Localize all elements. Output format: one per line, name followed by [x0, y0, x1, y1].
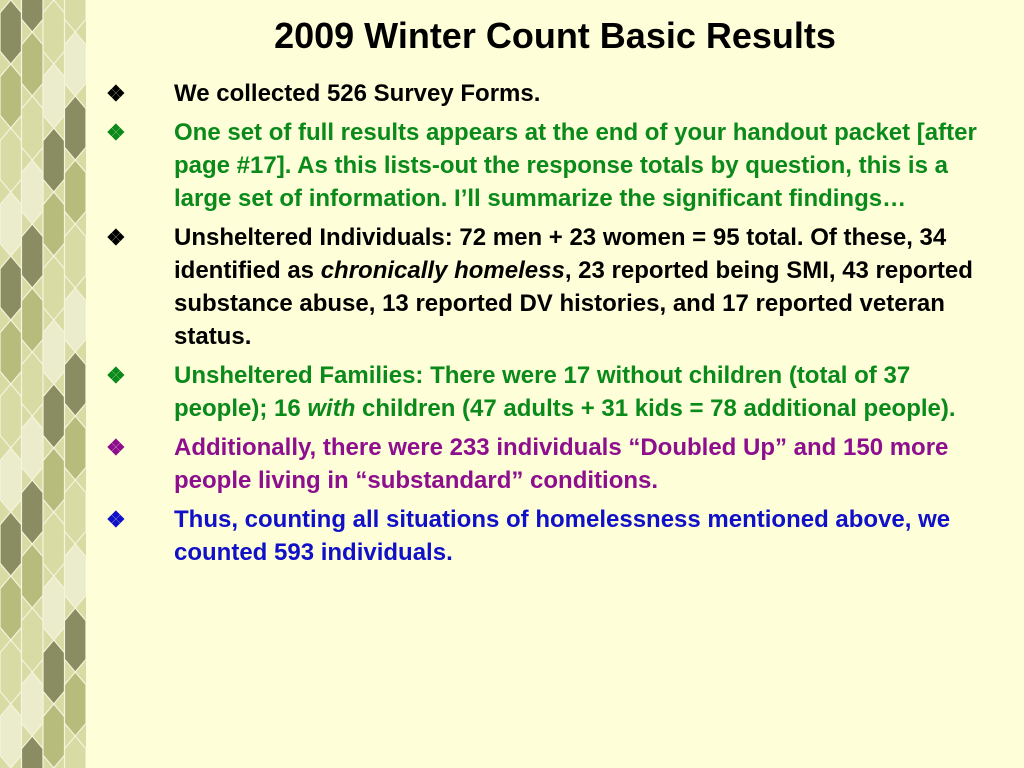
bullet-item-total-count [104, 503, 1004, 569]
bullet-text: We collected 526 Survey Forms. [174, 80, 541, 107]
bullet-text [174, 359, 1004, 425]
bullet-item-doubled-up [104, 431, 1004, 497]
bullet-text: One set of full results appears at the end of your handout packet [after page #17]. As this lists-out the response totals by question, this is a large set of information. I’ll summarize the significant findings… [174, 119, 984, 212]
diamond-bullet-icon: ❖ [106, 81, 126, 106]
bullet-text-emphasis: with [307, 395, 356, 422]
bullet-item-unsheltered-families [104, 359, 1004, 425]
bullet-list [104, 77, 1004, 575]
bullet-text: Additionally, there were 233 individuals “Doubled Up” and 150 more people living in “substandard” conditions. [174, 434, 956, 494]
diamond-bullet-icon: ❖ [106, 120, 126, 145]
slide-title: 2009 Winter Count Basic Results [274, 15, 836, 56]
diamond-bullet-icon: ❖ [106, 507, 126, 532]
bullet-item-unsheltered-individuals [104, 221, 1004, 353]
bullet-text-part: , 23 reported being SMI, 43 reported substance abuse, 13 reported DV histories, and 17 reported veteran status. [174, 257, 980, 350]
diamond-bullet-icon: ❖ [106, 435, 126, 460]
bullet-text-part: Unsheltered Individuals: 72 men + 23 women = 95 total. Of these, 34 identified as [174, 224, 953, 284]
bullet-item-full-results [104, 116, 1004, 215]
diamond-bullet-icon: ❖ [106, 225, 126, 250]
bullet-text-emphasis: chronically homeless [320, 257, 565, 284]
bullet-text-part: children (47 adults + 31 kids = 78 additional people). [355, 395, 956, 422]
bullet-text: Thus, counting all situations of homelessness mentioned above, we counted 593 individuals. [174, 506, 957, 566]
bullet-item-surveys [104, 77, 1004, 110]
diamond-bullet-icon: ❖ [106, 363, 126, 388]
bullet-text-part: Unsheltered Families: There were 17 without children (total of 37 people); 16 [174, 362, 917, 422]
bullet-text [174, 221, 1004, 353]
decorative-hexagon-pattern [0, 0, 86, 768]
